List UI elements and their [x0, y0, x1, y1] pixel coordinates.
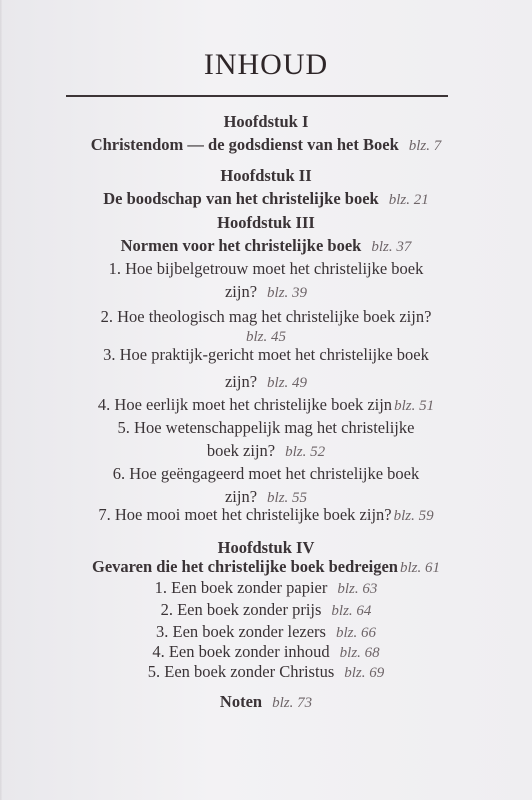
chapter-2-title-row: [0, 189, 532, 210]
chapter-4-page: blz. 61: [399, 560, 440, 576]
chapter-3-item-7-line1: 7. Hoe mooi moet het christelijke boek zijn?: [98, 505, 392, 524]
chapter-3-item-4-row: [0, 395, 532, 416]
chapter-4-item-4-text: 4. Een boek zonder inhoud: [152, 642, 330, 661]
chapter-2-page: blz. 21: [388, 192, 429, 208]
chapter-3-item-3-line2: zijn?: [224, 372, 258, 391]
chapter-3-item-3-line2-row: [0, 372, 532, 393]
chapter-4-item-2-text: 2. Een boek zonder prijs: [160, 600, 322, 619]
chapter-2-label: Hoofdstuk II: [220, 166, 312, 185]
chapter-1-title-row: [0, 135, 532, 156]
chapter-3-item-3-line1: 3. Hoe praktijk-gericht moet het christelijke boek: [103, 345, 429, 364]
notes-page: blz. 73: [272, 695, 313, 711]
chapter-3-item-3-page: blz. 49: [267, 375, 308, 391]
chapter-4-item-4-row: [0, 642, 532, 663]
chapter-4-item-1-text: 1. Een boek zonder papier: [154, 578, 328, 597]
chapter-4-item-3-page: blz. 66: [335, 625, 376, 641]
chapter-3-item-1-page: blz. 39: [267, 285, 308, 301]
chapter-4-item-2-row: [0, 600, 532, 621]
notes-label: Noten: [219, 692, 263, 711]
chapter-1-label: Hoofdstuk I: [223, 112, 309, 131]
chapter-4-title: Gevaren die het christelijke boek bedreigen: [92, 557, 398, 576]
chapter-3-label: Hoofdstuk III: [217, 213, 315, 232]
chapter-4-item-5-page: blz. 69: [344, 665, 385, 681]
chapter-3-item-4-page: blz. 51: [394, 398, 435, 414]
chapter-4-item-3-row: [0, 622, 532, 643]
chapter-1-title: Christendom — de godsdienst van het Boek: [90, 135, 399, 154]
chapter-3-title-row: [0, 236, 532, 257]
chapter-4-item-4-page: blz. 68: [339, 645, 380, 661]
chapter-3-page: blz. 37: [371, 239, 412, 255]
chapter-4-title-row: [0, 557, 532, 578]
chapter-3-item-5-line2: boek zijn?: [206, 441, 276, 460]
chapter-3-item-6-line2: zijn?: [224, 487, 258, 506]
chapter-4-item-1-page: blz. 63: [337, 581, 378, 597]
chapter-2-title: De boodschap van het christelijke boek: [103, 189, 379, 208]
chapter-4-item-5-text: 5. Een boek zonder Christus: [147, 662, 335, 681]
page-title: INHOUD: [203, 48, 329, 81]
chapter-3-item-2-page: blz. 45: [245, 329, 286, 345]
chapter-4-item-2-page: blz. 64: [331, 603, 372, 619]
chapter-3-item-5-line2-row: [0, 441, 532, 462]
notes-row: [0, 692, 532, 713]
chapter-3-item-4-line1: 4. Hoe eerlijk moet het christelijke boek zijn: [97, 395, 393, 414]
chapter-3-item-2-line1: 2. Hoe theologisch mag het christelijke boek zijn?: [100, 307, 432, 326]
chapter-3-item-1-line1: 1. Hoe bijbelgetrouw moet het christelijke boek: [108, 259, 424, 278]
chapter-3-item-5-line1: 5. Hoe wetenschappelijk mag het christelijke: [117, 418, 415, 437]
chapter-4-item-1-row: [0, 578, 532, 599]
chapter-3-item-1-line2: zijn?: [224, 282, 258, 301]
chapter-4-label: Hoofdstuk IV: [217, 538, 315, 557]
chapter-3-item-2-page-row: [0, 326, 532, 347]
chapter-3-item-7-row: [0, 505, 532, 526]
chapter-4-item-3-text: 3. Een boek zonder lezers: [156, 622, 326, 641]
chapter-3-item-6-page: blz. 55: [267, 490, 308, 506]
chapter-1-page: blz. 7: [408, 138, 442, 154]
chapter-3-title: Normen voor het christelijke boek: [120, 236, 362, 255]
chapter-4-item-5-row: [0, 662, 532, 683]
chapter-3-item-7-page: blz. 59: [393, 508, 434, 524]
chapter-3-item-1-line2-row: [0, 282, 532, 303]
chapter-3-item-6-line1: 6. Hoe geëngageerd moet het christelijke boek: [112, 464, 420, 483]
chapter-3-item-5-page: blz. 52: [285, 444, 326, 460]
